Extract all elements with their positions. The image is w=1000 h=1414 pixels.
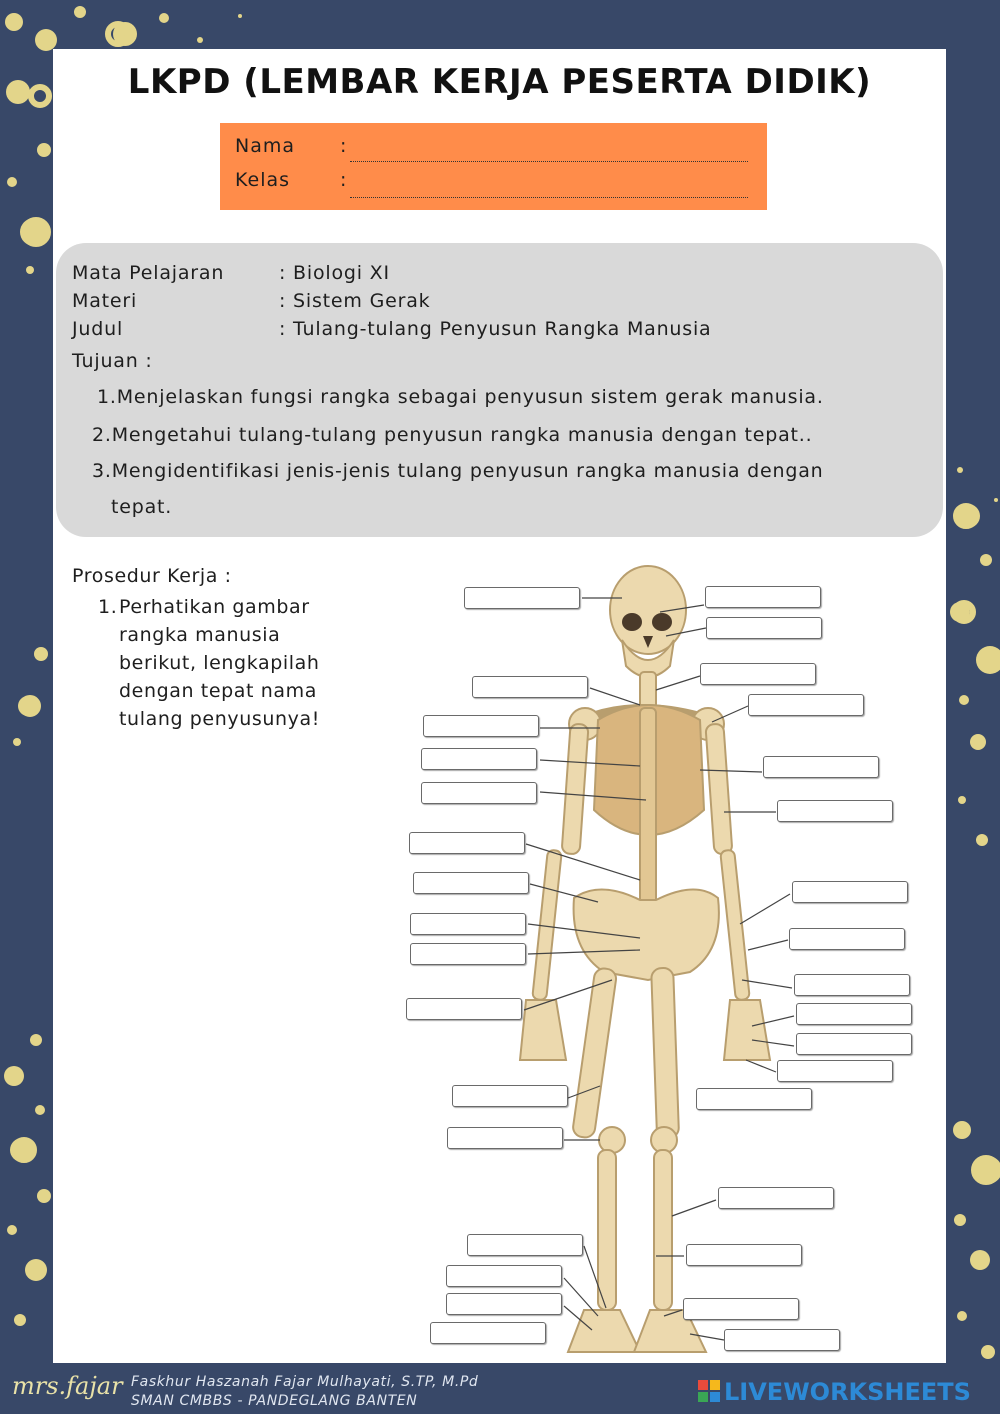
answer-box[interactable] <box>409 832 525 854</box>
class-label: Kelas <box>235 169 291 191</box>
lesson-info-panel <box>56 243 943 537</box>
answer-box[interactable] <box>406 998 522 1020</box>
name-row <box>235 135 348 157</box>
goal-item-1: 1.Menjelaskan fungsi rangka sebagai penyusun sistem gerak manusia. <box>97 386 824 408</box>
answer-box[interactable] <box>718 1187 834 1209</box>
answer-box[interactable] <box>467 1234 583 1256</box>
answer-box[interactable] <box>700 663 816 685</box>
author-name: Faskhur Haszanah Fajar Mulhayati, S.TP, M.Pd <box>131 1374 479 1390</box>
topic-value: : Tulang-tulang Penyusun Rangka Manusia <box>279 318 712 340</box>
answer-box[interactable] <box>464 587 580 609</box>
class-field[interactable] <box>350 197 748 198</box>
answer-box[interactable] <box>706 617 822 639</box>
answer-box[interactable] <box>446 1265 562 1287</box>
answer-box[interactable] <box>472 676 588 698</box>
answer-box[interactable] <box>423 715 539 737</box>
answer-box[interactable] <box>686 1244 802 1266</box>
topic-row <box>72 318 712 340</box>
topic-label: Judul <box>72 318 124 340</box>
brand-text: LIVEWORKSHEETS <box>724 1378 971 1406</box>
subject-value: : Biologi XI <box>279 262 390 284</box>
material-row <box>72 290 431 312</box>
answer-box[interactable] <box>421 748 537 770</box>
goal-item-3-continued: tepat. <box>111 496 173 518</box>
signature-logo: mrs.fajar <box>12 1372 123 1400</box>
answer-box[interactable] <box>705 586 821 608</box>
answer-box[interactable] <box>421 782 537 804</box>
answer-box[interactable] <box>410 943 526 965</box>
goals-label: Tujuan : <box>72 350 153 372</box>
answer-box[interactable] <box>796 1033 912 1055</box>
page-title: LKPD (LEMBAR KERJA PESERTA DIDIK) <box>127 62 872 102</box>
identity-box <box>220 123 767 210</box>
subject-label: Mata Pelajaran <box>72 262 225 284</box>
goal-item-2: 2.Mengetahui tulang-tulang penyusun rangka manusia dengan tepat.. <box>92 424 813 446</box>
name-field[interactable] <box>350 161 748 162</box>
answer-box[interactable] <box>792 881 908 903</box>
answer-box[interactable] <box>796 1003 912 1025</box>
answer-box[interactable] <box>430 1322 546 1344</box>
answer-box[interactable] <box>789 928 905 950</box>
name-colon: : <box>340 135 348 157</box>
answer-box[interactable] <box>410 913 526 935</box>
procedure-label: Prosedur Kerja : <box>72 565 232 587</box>
answer-box[interactable] <box>748 694 864 716</box>
answer-box[interactable] <box>794 974 910 996</box>
step-number: 1. <box>98 596 118 618</box>
answer-box[interactable] <box>683 1298 799 1320</box>
class-colon: : <box>340 169 348 191</box>
answer-box[interactable] <box>446 1293 562 1315</box>
step-text: Perhatikan gambar rangka manusia berikut, lengkapilah dengan tepat nama tulang penyusunya! <box>119 596 320 730</box>
material-value: : Sistem Gerak <box>279 290 431 312</box>
school-name: SMAN CMBBS - PANDEGLANG BANTEN <box>131 1393 418 1409</box>
answer-box[interactable] <box>447 1127 563 1149</box>
answer-box[interactable] <box>777 800 893 822</box>
subject-row <box>72 262 390 284</box>
answer-box[interactable] <box>724 1329 840 1351</box>
material-label: Materi <box>72 290 138 312</box>
liveworksheets-logo-icon <box>698 1380 720 1402</box>
goal-item-3: 3.Mengidentifikasi jenis-jenis tulang penyusun rangka manusia dengan <box>92 460 824 482</box>
name-label: Nama <box>235 135 296 157</box>
answer-box[interactable] <box>452 1085 568 1107</box>
answer-box[interactable] <box>696 1088 812 1110</box>
answer-box[interactable] <box>777 1060 893 1082</box>
answer-box[interactable] <box>763 756 879 778</box>
answer-box[interactable] <box>413 872 529 894</box>
class-row <box>235 169 348 191</box>
